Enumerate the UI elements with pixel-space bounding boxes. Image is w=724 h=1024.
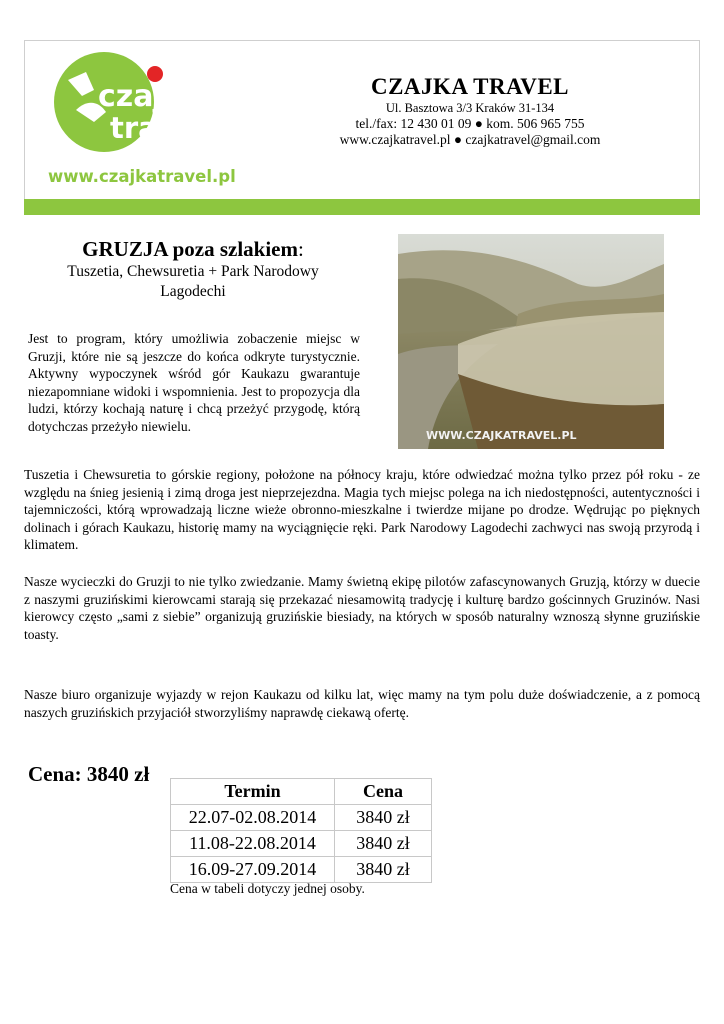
price-cell: 3840 zł (335, 831, 432, 857)
table-header-row (171, 779, 432, 805)
table-row (171, 831, 432, 857)
term-cell: 16.09-27.09.2014 (171, 857, 335, 883)
mountain-sheep-photo (398, 234, 664, 449)
logo-word-top: czajka (98, 79, 204, 114)
term-cell: 11.08-22.08.2014 (171, 831, 335, 857)
term-cell: 22.07-02.08.2014 (171, 805, 335, 831)
company-info (300, 74, 640, 148)
photo-watermark: WWW.CZAJKATRAVEL.PL (426, 429, 577, 442)
company-name: CZAJKA TRAVEL (370, 74, 569, 99)
column-header-price: Cena (335, 779, 432, 805)
offer-title-line (28, 236, 358, 262)
table-row (171, 857, 432, 883)
company-phone: tel./fax: 12 430 01 09 ● kom. 506 965 755 (355, 116, 585, 131)
dates-price-table (170, 778, 432, 883)
paragraph-regions: Tuszetia i Chewsuretia to górskie regiony, położone na północy kraju, które odwiedzać można tylko przez pół roku - ze względu na śnieg jesienią i zimą droga jest nieprzejezdna. Magia tych miejsc polega na ich niedostępności, autentyczności i tajemniczości, którą wprowadzają liczne wieże obronno-mieszkalne i twierdze mijane po drodze. Wędrując po pięknych dolinach i górach Kaukazu, historię mamy na wyciągnięcie ręki. Park Narodowy Lagodechi zachwyci nas swoją przyrodą i klimatem. (24, 467, 700, 552)
company-address: Ul. Basztowa 3/3 Kraków 31-134 (385, 101, 555, 115)
paragraph-trips: Nasze wycieczki do Gruzji to nie tylko zwiedzanie. Mamy świetną ekipę pilotów zafascynowanych Gruzją, którzy w duecie z naszymi gruzińskimi kierowcami starają się przekazać niesamowitą tradycję i kulturę bardzo gościnnych Gruzinów. Nasi kierowcy często „sami z siebie” organizują gruzińskie biesiady, na których w sposób naturalny wznoszą słynne gruzińskie toasty. (24, 574, 700, 642)
column-header-term: Termin (171, 779, 335, 805)
czajka-travel-logo (46, 50, 236, 190)
offer-heading (28, 236, 358, 302)
table-row (171, 805, 432, 831)
price-note: Cena w tabeli dotyczy jednej osoby. (170, 881, 365, 896)
offer-title-colon: : (298, 237, 304, 261)
offer-subtitle-2: Lagodechi (160, 283, 226, 300)
offer-title: GRUZJA poza szlakiem (82, 237, 298, 261)
offer-intro: Jest to program, który umożliwia zobaczenie miejsc w Gruzji, które nie są jeszcze do końca odkryte turystycznie. Aktywny wypoczynek wśród gór Kaukazu gwarantuje niezapomniane widoki i wspomnienia. Jest to propozycja dla ludzi, którzy kochają naturę i chcą przeżyć przygodę, którą dotychczas przeżyło niewielu. (28, 331, 360, 434)
paragraph-experience: Nasze biuro organizuje wyjazdy w rejon Kaukazu od kilku lat, więc mamy na tym polu duże doświadczenie, a z pomocą naszych gruzińskich przyjaciół stworzyliśmy naprawdę ciekawą ofertę. (24, 687, 700, 720)
logo-website: www.czajkatravel.pl (48, 167, 236, 186)
price-label: Cena: 3840 zł (28, 762, 150, 786)
company-contact: www.czajkatravel.pl ● czajkatravel@gmail.com (339, 132, 601, 147)
price-cell: 3840 zł (335, 805, 432, 831)
logo-word-bottom: travel (110, 111, 207, 145)
header-accent-bar (24, 199, 700, 215)
price-cell: 3840 zł (335, 857, 432, 883)
offer-subtitle-1: Tuszetia, Chewsuretia + Park Narodowy (67, 263, 319, 280)
